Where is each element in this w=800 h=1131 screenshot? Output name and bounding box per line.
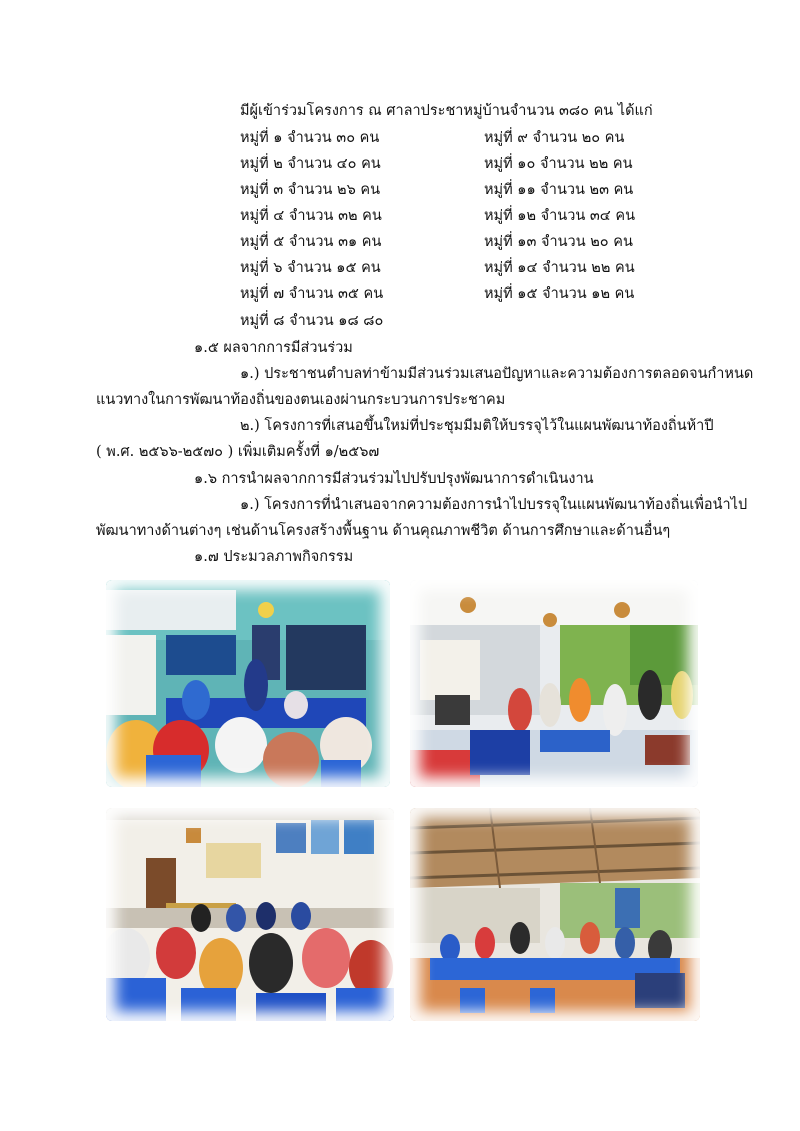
activity-photo-2: [410, 580, 698, 787]
section-heading-1-5: ๑.๕ ผลจากการมีส่วนร่วม: [194, 340, 353, 356]
paragraph-line: ๒.) โครงการที่เสนอขึ้นใหม่ที่ประชุมมีมติให้บรรจุไว้ในแผนพัฒนาท้องถิ่นห้าปี: [240, 418, 714, 434]
village-row: หมู่ที่ ๔ จำนวน ๓๒ คน: [240, 208, 382, 224]
village-row: หมู่ที่ ๓ จำนวน ๒๖ คน: [240, 182, 381, 198]
activity-photo-4: [410, 808, 700, 1021]
paragraph-line: แนวทางในการพัฒนาท้องถิ่นของตนเองผ่านกระบวนการประชาคม: [96, 392, 506, 408]
village-row: หมู่ที่ ๖ จำนวน ๑๕ คน: [240, 260, 381, 276]
paragraph-line: ๑.) ประชาชนตำบลท่าข้ามมีส่วนร่วมเสนอปัญหาและความต้องการตลอดจนกำหนด: [240, 366, 754, 382]
village-row: หมู่ที่ ๘ จำนวน ๑๘ ๘๐: [240, 313, 384, 329]
village-row: หมู่ที่ ๗ จำนวน ๓๕ คน: [240, 286, 384, 302]
activity-photo-3: [106, 808, 394, 1021]
paragraph-line: พัฒนาทางด้านต่างๆ เช่นด้านโครงสร้างพื้นฐาน ด้านคุณภาพชีวิต ด้านการศึกษาและด้านอื่นๆ: [96, 523, 671, 539]
paragraph-line: ๑.) โครงการที่นำเสนอจากความต้องการนำไปบรรจุในแผนพัฒนาท้องถิ่นเพื่อนำไป: [240, 497, 748, 513]
activity-photo-1: [106, 580, 390, 787]
village-row: หมู่ที่ ๑๕ จำนวน ๑๒ คน: [484, 286, 635, 302]
village-row: หมู่ที่ ๕ จำนวน ๓๑ คน: [240, 234, 382, 250]
section-heading-1-6: ๑.๖ การนำผลจากการมีส่วนร่วมไปปรับปรุงพัฒนาการดำเนินงาน: [194, 471, 594, 487]
village-row: หมู่ที่ ๑๓ จำนวน ๒๐ คน: [484, 234, 633, 250]
paragraph-line: ( พ.ศ. ๒๕๖๖-๒๕๗๐ ) เพิ่มเติมครั้งที่ ๑/๒๕๖๗: [96, 444, 380, 460]
village-row: หมู่ที่ ๒ จำนวน ๔๐ คน: [240, 156, 381, 172]
participants-intro: มีผู้เข้าร่วมโครงการ ณ ศาลาประชาหมู่บ้านจำนวน ๓๘๐ คน ได้แก่: [240, 103, 653, 119]
village-row: หมู่ที่ ๑ จำนวน ๓๐ คน: [240, 130, 380, 146]
village-row: หมู่ที่ ๑๑ จำนวน ๒๓ คน: [484, 182, 634, 198]
village-row: หมู่ที่ ๑๐ จำนวน ๒๒ คน: [484, 156, 633, 172]
village-row: หมู่ที่ ๙ จำนวน ๒๐ คน: [484, 130, 625, 146]
village-row: หมู่ที่ ๑๔ จำนวน ๒๒ คน: [484, 260, 635, 276]
section-heading-1-7: ๑.๗ ประมวลภาพกิจกรรม: [194, 549, 354, 565]
village-row: หมู่ที่ ๑๒ จำนวน ๓๔ คน: [484, 208, 635, 224]
